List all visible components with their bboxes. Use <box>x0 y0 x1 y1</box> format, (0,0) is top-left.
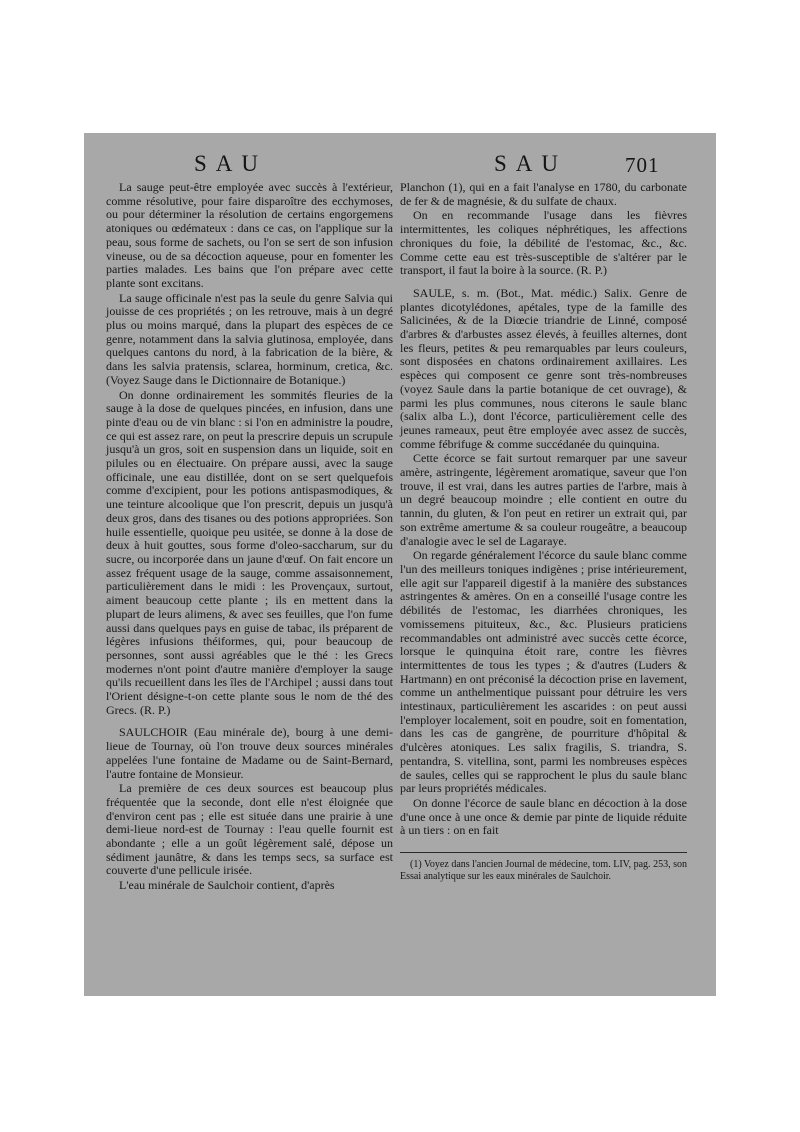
paragraph-saule-bark: Cette écorce se fait surtout remarquer par une saveur amère, astringente, légèrement aromatique, saveur que l'on trouve, il est vrai, dans les autres parties de l'arbre, mais à un degré beaucoup moindre ; elle contient en outre du tannin, du gluten, & l'on peut en retirer un extrait qui, par son extrême amertume & sa couleur rougeâtre, a beaucoup d'analogie avec le sel de Lagaraye. <box>400 451 687 548</box>
header-right-word: SAU <box>494 151 568 176</box>
paragraph-saulchoir-source: La première de ces deux sources est beaucoup plus fréquentée que la seconde, dont elle n'est éloignée que d'environ cent pas ; elle est située dans une prairie à une demi-lieue nord-est de Tournay : l'eau quelle fournit est abondante ; elle a un goût légèrement salé, dépose un sédiment jaunâtre, & dans les temps secs, sa surface est couverte d'une pellicule irisée. <box>106 781 393 878</box>
footnote: (1) Voyez dans l'ancien Journal de médecine, tom. LIV, pag. 253, son Essai analytique sur les eaux minérales de Saulchoir. <box>400 859 687 882</box>
paragraph-saulchoir-usage: On en recommande l'usage dans les fièvres intermittentes, les coliques néphrétiques, les affections chroniques du foie, la débilité de l'estomac, &c., &c. Comme cette eau est très-susceptible de s'altérer par le transport, il faut la boire à la source. (R. P.) <box>400 208 687 278</box>
paragraph-sauge-external-use: La sauge peut-être employée avec succès à l'extérieur, comme résolutive, pour faire disparoître des ecchymoses, ou pour déterminer la résolution de certains engorgemens atoniques ou œdémateux : dans ce cas, on l'applique sur la peau, sous forme de sachets, ou l'on se sert de son infusion vineuse, ou de sa décoction aqueuse, pour en fomenter les parties malades. Les bains que l'on prépare avec cette plante sont excitans. <box>106 180 393 290</box>
entry-saule: SAULE, s. m. (Bot., Mat. médic.) Salix. Genre de plantes dicotylédones, apétales, type de la famille des Salicinées, & de la Diœcie triandrie de Linné, composé d'arbres & d'arbustes assez élevés, à feuilles alternes, dont les fleurs, petites & peu remarquables par leurs couleurs, sont disposées en chatons ordinairement axillaires. Les espèces qui composent ce genre sont très-nombreuses (voyez Saule dans la partie botanique de cet ouvrage), & parmi les plus communes, nous citerons le saule blanc (salix alba L.), dont l'écorce, particulièrement celle des jeunes rameaux, peut être employée avec assez de succès, comme fébrifuge & comme succédanée du quinquina. <box>400 285 687 451</box>
right-column <box>400 181 687 882</box>
paragraph-sauge-dosage: On donne ordinairement les sommités fleuries de la sauge à la dose de quelques pincées, en infusion, dans une pinte d'eau ou de vin blanc : si l'on en administre la poudre, ce qui est assez rare, on peut la prescrire depuis un scrupule jusqu'à un gros, soit en suspension dans un liquide, soit en pilules ou en électuaire. On prépare aussi, avec la sauge officinale, une eau distillée, dont on se sert quelquefois comme d'excipient, pour les potions antispasmodiques, & une teinture alcoolique que l'on prescrit, depuis un jusqu'à deux gros, dans des tisanes ou des potions appropriées. Son huile essentielle, quoique peu usitée, se donne à la dose de deux à huit gouttes, sous forme d'oleo-saccharum, sur du sucre, ou incorporée dans un jaune d'œuf. On fait encore un assez fréquent usage de la sauge, comme assaisonnement, particulièrement dans le midi : les Provençaux, surtout, aiment beaucoup cette plante ; ils en mettent dans la plupart de leurs alimens, & avec ses feuilles, que l'on fume aussi dans quelques pays en guise de tabac, ils préparent de légères infusions théiformes, qui, pour beaucoup de personnes, sont aussi agréables que le thé : les Grecs modernes n'ont point d'autre manière d'employer la sauge qu'ils recueillent dans les îles de l'Archipel ; aussi dans tout l'Orient désigne-t-on cette plante sous le nom de thé des Grecs. (R. P.) <box>106 387 393 717</box>
running-header <box>84 151 716 181</box>
page-number: 701 <box>625 153 660 177</box>
paragraph-saulchoir-content: L'eau minérale de Saulchoir contient, d'après <box>119 878 335 893</box>
scanned-page <box>84 133 716 996</box>
left-column <box>106 181 393 893</box>
header-left-word: SAU <box>194 151 268 176</box>
footnote-rule <box>400 852 687 853</box>
paragraph-saule-tonic: On regarde généralement l'écorce du saule blanc comme l'un des meilleurs toniques indigènes ; prise intérieurement, elle agit sur l'appareil digestif à la manière des substances astringentes & amères. On en a conseillé l'usage contre les débilités de l'estomac, les diarrhées chroniques, les vomissemens pituiteux, &c., &c. Plusieurs praticiens recommandables ont administré avec succès cette écorce, lorsque le quinquina étoit rare, contre les fièvres intermittentes de tous les types ; & d'autres (Luders & Hartmann) en ont préconisé la décoction prise en lavement, comme un anthelmentique puissant pour détruire les vers intestinaux, particulièrement les ascarides : on peut aussi l'employer localement, soit en poudre, soit en fomentation, dans les cas de gangrène, de pourriture d'hôpital & d'ulcères atoniques. Les salix fragilis, S. triandra, S. pentandra, S. vitellina, sont, parmi les nombreuses espèces de saules, celles qui se rapprochent le plus du saule blanc par leurs propriétés médicales. <box>400 548 687 796</box>
paragraph-salvia-species: La sauge officinale n'est pas la seule du genre Salvia qui jouisse de ces propriétés ; on les retrouve, mais à un degré plus ou moins marqué, dans la plupart des espèces de ce genre, notamment dans la salvia glutinosa, employée, dans quelques cantons du nord, à la fabrication de la bière, & dans les salvia pratensis, sclarea, horminum, cretica, &c. (Voyez Sauge dans le Dictionnaire de Botanique.) <box>106 290 393 387</box>
paragraph-planchon-analysis: Planchon (1), qui en a fait l'analyse en 1780, du carbonate de fer & de magnésie, & du sulfate de chaux. <box>400 180 687 208</box>
paragraph-saule-dosage: On donne l'écorce de saule blanc en décoction à la dose d'une once à une once & demie par pinte de liquide réduite à un tiers : on en fait <box>400 795 687 838</box>
entry-saulchoir: SAULCHOIR (Eau minérale de), bourg à une demi-lieue de Tournay, où l'on trouve deux sources minérales appelées l'une fontaine de Madame ou de Saint-Bernard, l'autre fontaine de Monsieur. <box>106 725 393 781</box>
